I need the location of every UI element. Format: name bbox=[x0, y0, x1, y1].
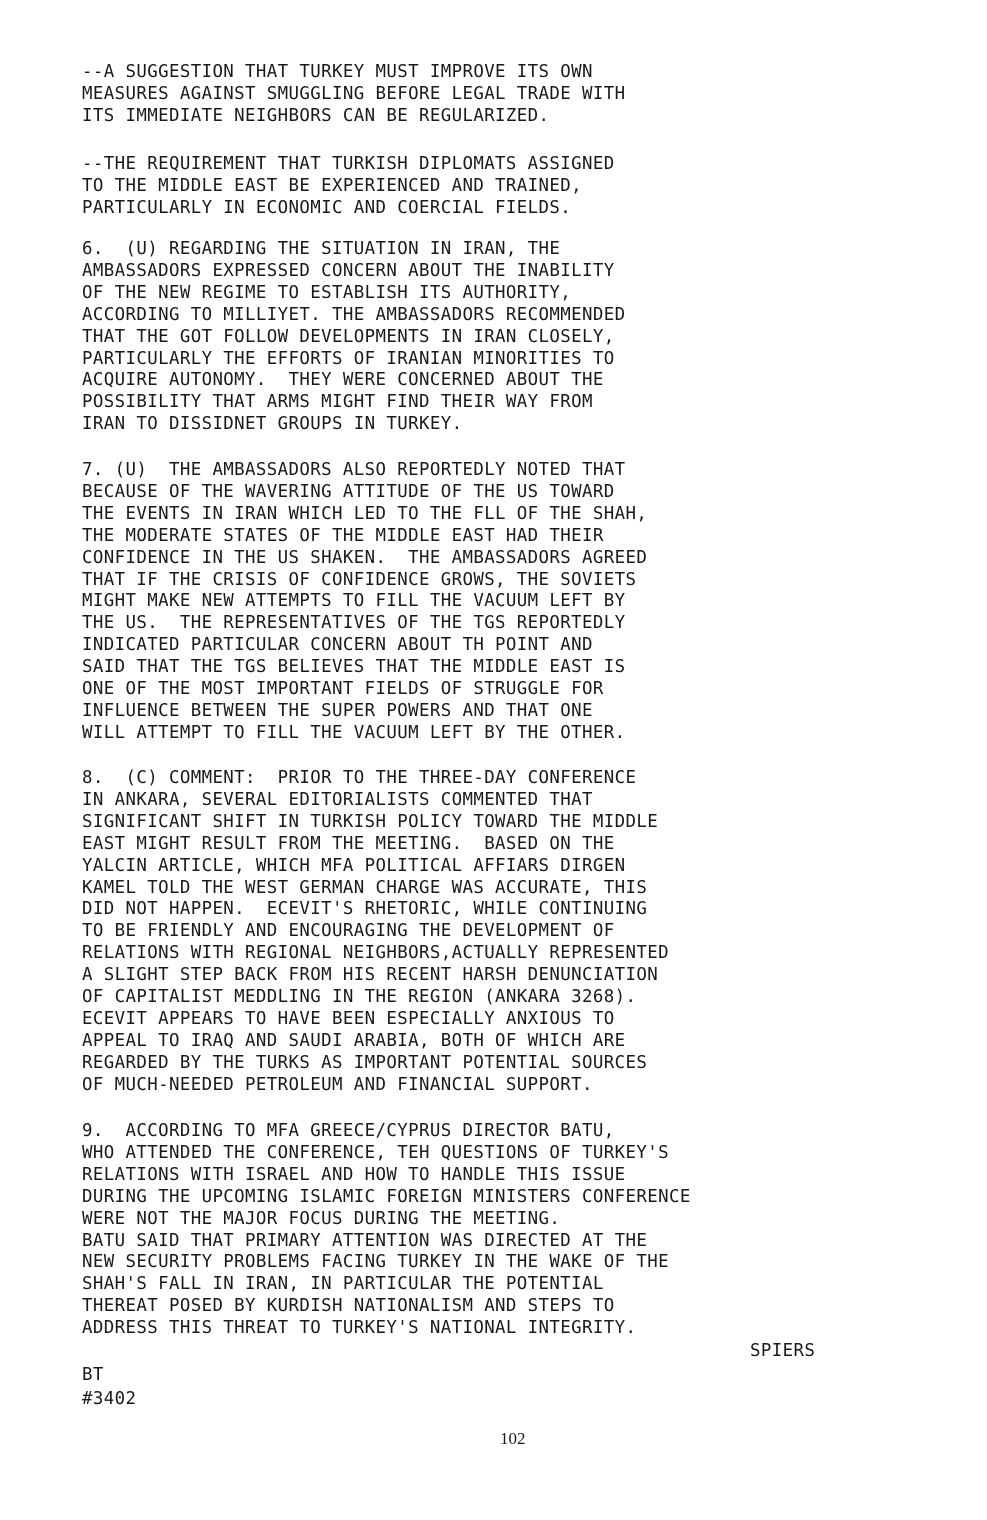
page-number: 102 bbox=[500, 1429, 526, 1448]
paragraph-8-comment: 8. (C) COMMENT: PRIOR TO THE THREE-DAY CONFERENCE IN ANKARA, SEVERAL EDITORIALISTS COMMENTED THAT SIGNIFICANT SHIFT IN TURKISH POLICY TOWARD THE MIDDLE EAST MIGHT RESULT FROM THE MEETING. BASED ON THE YALCIN ARTICLE, WHICH MFA POLITICAL AFFIARS DIRGEN KAMEL TOLD THE WEST GERMAN CHARGE WAS ACCURATE, THIS DID NOT HAPPEN. ECEVIT'S RHETORIC, WHILE CONTINUING TO BE FRIENDLY AND ENCOURAGING THE DEVELOPMENT OF RELATIONS WITH REGIONAL NEIGHBORS,ACTUALLY REPRESENTED A SLIGHT STEP BACK FROM HIS RECENT HARSH DENUNCIATION OF CAPITALIST MEDDLING IN THE REGION (ANKARA 3268). ECEVIT APPEARS TO HAVE BEEN ESPECIALLY ANXIOUS TO APPEAL TO IRAQ AND SAUDI ARABIA, BOTH OF WHICH ARE REGARDED BY THE TURKS AS IMPORTANT POTENTIAL SOURCES OF MUCH-NEEDED PETROLEUM AND FINANCIAL SUPPORT. bbox=[82, 768, 669, 1095]
paragraph-7-ambassadors-concern: 7. (U) THE AMBASSADORS ALSO REPORTEDLY NOTED THAT BECAUSE OF THE WAVERING ATTITUDE OF THE US TOWARD THE EVENTS IN IRAN WHICH LED TO THE FLL OF THE SHAH, THE MODERATE STATES OF THE MIDDLE EAST HAD THEIR CONFIDENCE IN THE US SHAKEN. THE AMBASSADORS AGREED THAT IF THE CRISIS OF CONFIDENCE GROWS, THE SOVIETS MIGHT MAKE NEW ATTEMPTS TO FILL THE VACUUM LEFT BY THE US. THE REPRESENTATIVES OF THE TGS REPORTEDLY INDICATED PARTICULAR CONCERN ABOUT TH POINT AND SAID THAT THE TGS BELIEVES THAT THE MIDDLE EAST IS ONE OF THE MOST IMPORTANT FIELDS OF STRUGGLE FOR INFLUENCE BETWEEN THE SUPER POWERS AND THAT ONE WILL ATTEMPT TO FILL THE VACUUM LEFT BY THE OTHER. bbox=[82, 460, 648, 743]
footer-code-number: #3402 bbox=[82, 1389, 137, 1409]
paragraph-diplomat-requirement: --THE REQUIREMENT THAT TURKISH DIPLOMATS ASSIGNED TO THE MIDDLE EAST BE EXPERIENCED AND TRAINED, PARTICULARLY IN ECONOMIC AND COERCIAL FIELDS. bbox=[82, 154, 615, 218]
footer-code-bt: BT bbox=[82, 1365, 104, 1385]
signature: SPIERS bbox=[750, 1341, 816, 1361]
paragraph-9-batu: 9. ACCORDING TO MFA GREECE/CYPRUS DIRECTOR BATU, WHO ATTENDED THE CONFERENCE, TEH QUESTIONS OF TURKEY'S RELATIONS WITH ISRAEL AND HOW TO HANDLE THIS ISSUE DURING THE UPCOMING ISLAMIC FOREIGN MINISTERS CONFERENCE WERE NOT THE MAJOR FOCUS DURING THE MEETING. BATU SAID THAT PRIMARY ATTENTION WAS DIRECTED AT THE NEW SECURITY PROBLEMS FACING TURKEY IN THE WAKE OF THE SHAH'S FALL IN IRAN, IN PARTICULAR THE POTENTIAL THEREAT POSED BY KURDISH NATIONALISM AND STEPS TO ADDRESS THIS THREAT TO TURKEY'S NATIONAL INTEGRITY. bbox=[82, 1121, 691, 1339]
paragraph-6-iran-situation: 6. (U) REGARDING THE SITUATION IN IRAN, THE AMBASSADORS EXPRESSED CONCERN ABOUT THE INABILITY OF THE NEW REGIME TO ESTABLISH ITS AUTHORITY, ACCORDING TO MILLIYET. THE AMBASSADORS RECOMMENDED THAT THE GOT FOLLOW DEVELOPMENTS IN IRAN CLOSELY, PARTICULARLY THE EFFORTS OF IRANIAN MINORITIES TO ACQUIRE AUTONOMY. THEY WERE CONCERNED ABOUT THE POSSIBILITY THAT ARMS MIGHT FIND THEIR WAY FROM IRAN TO DISSIDNET GROUPS IN TURKEY. bbox=[82, 239, 626, 435]
paragraph-smuggling-suggestion: --A SUGGESTION THAT TURKEY MUST IMPROVE ITS OWN MEASURES AGAINST SMUGGLING BEFORE LEGAL TRADE WITH ITS IMMEDIATE NEIGHBORS CAN BE REGULARIZED. bbox=[82, 62, 626, 126]
